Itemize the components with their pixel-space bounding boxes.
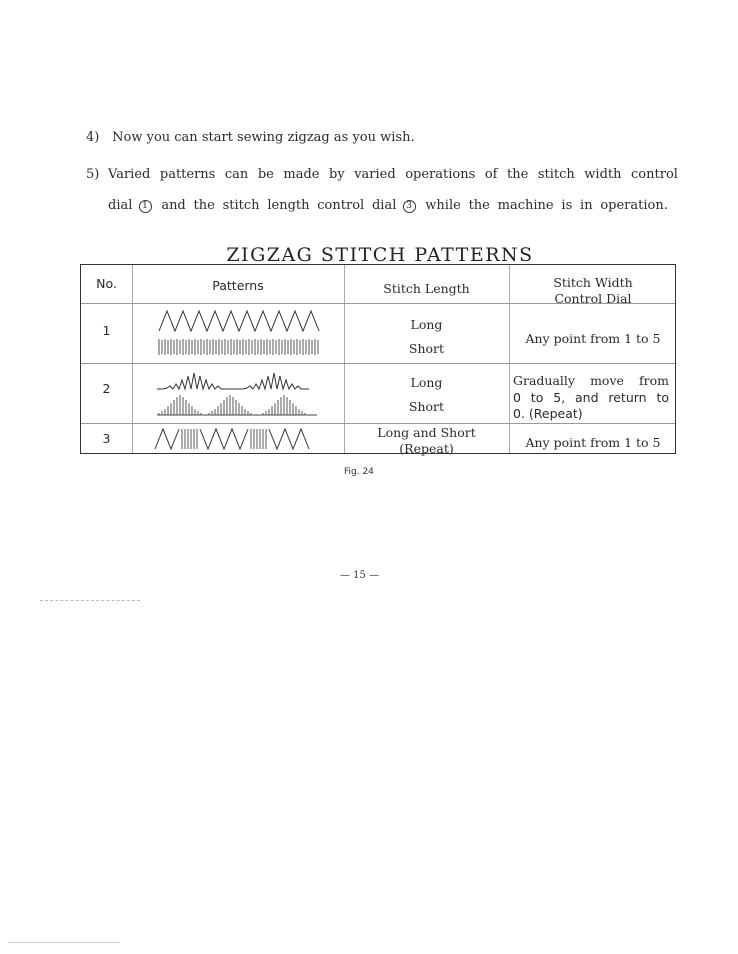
- word: and: [161, 198, 186, 213]
- word: of: [484, 167, 498, 182]
- satin-pattern-row2: [153, 369, 325, 419]
- circled-number: 3: [403, 200, 416, 213]
- row-1-width: Any point from 1 to 5: [525, 331, 661, 346]
- step-number: 4): [86, 130, 100, 145]
- header-no: No.: [96, 276, 117, 291]
- step-5-line-2: [108, 198, 668, 213]
- row-2-width-line-1: Gradually move from: [513, 373, 669, 388]
- row-2-width-line-3: 0. (Repeat): [513, 406, 583, 421]
- row-3-length-line-1: Long and Short: [377, 425, 476, 440]
- column-divider: [132, 265, 133, 453]
- row-2-number: 2: [102, 381, 111, 396]
- zigzag-pattern-row1: [153, 309, 325, 357]
- row-1-number: 1: [102, 323, 111, 338]
- header-control-dial: Control Dial: [554, 291, 632, 306]
- word: be: [257, 167, 274, 182]
- row-divider: [81, 363, 675, 364]
- figure-caption: Fig. 24: [344, 467, 374, 477]
- row-3-width: Any point from 1 to 5: [525, 435, 661, 450]
- header-stitch-width: Stitch Width: [553, 275, 633, 290]
- word: stitch: [537, 167, 575, 182]
- section-title: ZIGZAG STITCH PATTERNS: [226, 244, 534, 266]
- word: Varied: [108, 167, 151, 182]
- word: varied: [354, 167, 396, 182]
- scan-artifact: [8, 942, 120, 943]
- word: the: [468, 198, 490, 213]
- scan-artifact: [40, 600, 140, 601]
- step-5-line-1: [86, 167, 678, 182]
- word: the: [193, 198, 215, 213]
- step-4: [86, 130, 415, 145]
- word: patterns: [159, 167, 216, 182]
- row-3-length-line-2: (Repeat): [399, 441, 454, 456]
- circled-number: 1: [139, 200, 152, 213]
- word: the: [506, 167, 529, 182]
- header-patterns: Patterns: [212, 278, 264, 293]
- word: dial: [371, 198, 397, 213]
- stitch-patterns-table: [80, 264, 676, 454]
- row-2-length-long: Long: [410, 375, 443, 390]
- word: made: [283, 167, 320, 182]
- word: dial: [108, 198, 133, 213]
- word: control: [317, 198, 365, 213]
- row-3-number: 3: [102, 431, 111, 446]
- word: can: [224, 167, 249, 182]
- page-number: — 15 —: [340, 570, 380, 581]
- row-2-length-short: Short: [408, 399, 445, 414]
- word: operations: [405, 167, 476, 182]
- word: machine: [497, 198, 554, 213]
- row-1-length-long: Long: [410, 317, 443, 332]
- header-stitch-length: Stitch Length: [383, 281, 470, 296]
- word: while: [425, 198, 461, 213]
- combined-pattern-row3: [151, 425, 323, 453]
- word: stitch: [222, 198, 260, 213]
- word: operation.: [600, 198, 668, 213]
- word: in: [580, 198, 593, 213]
- step-number: 5): [86, 167, 100, 182]
- row-divider: [81, 423, 675, 424]
- word: is: [561, 198, 573, 213]
- word: by: [329, 167, 345, 182]
- row-1-length-short: Short: [408, 341, 445, 356]
- step-text: Now you can start sewing zigzag as you wish.: [112, 130, 415, 145]
- word: length: [267, 198, 310, 213]
- word: control: [631, 167, 678, 182]
- word: width: [584, 167, 622, 182]
- row-2-width-line-2: 0 to 5, and return to: [513, 390, 669, 405]
